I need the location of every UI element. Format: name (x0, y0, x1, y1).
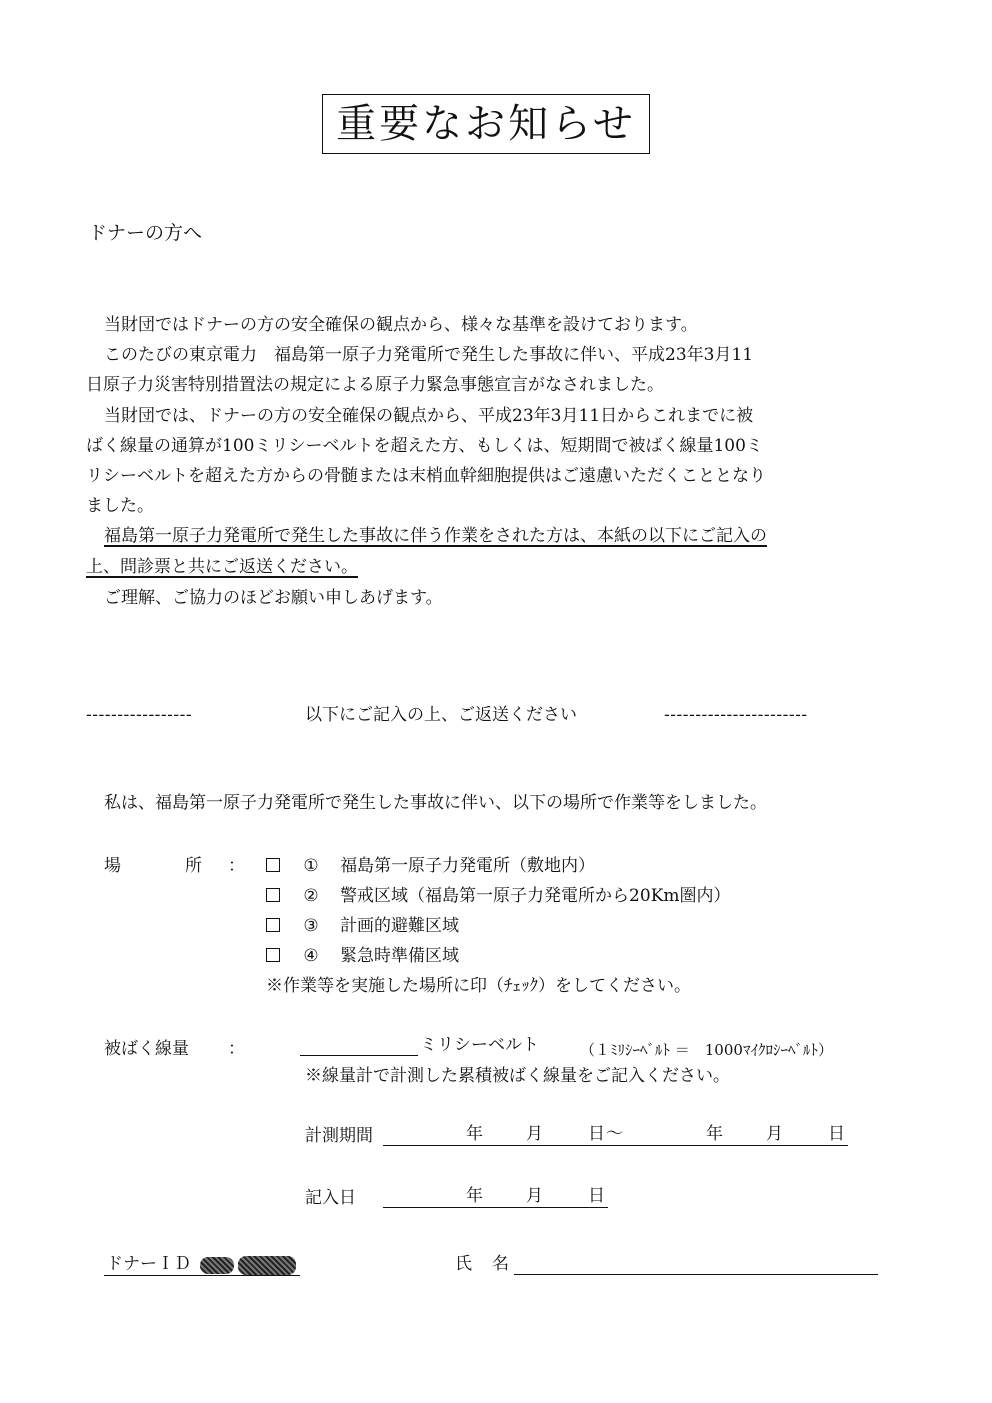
dose-unit: ミリシーベルト (420, 1035, 539, 1055)
checkbox-option-2[interactable] (266, 888, 280, 902)
name-input-line[interactable] (514, 1274, 878, 1275)
period-tilde: ～ (606, 1124, 623, 1144)
entry-date-input-line[interactable] (383, 1207, 608, 1208)
option-4-number: ④ (303, 946, 319, 966)
period-start-day: 日 (588, 1124, 605, 1144)
paragraph-2-line-2: 日原子力災害特別措置法の規定による原子力緊急事態宣言がなされました。 (86, 375, 664, 395)
dose-conversion: （１ﾐﾘｼｰﾍﾞﾙﾄ ＝ 1000ﾏｲｸﾛｼｰﾍﾞﾙﾄ） (580, 1041, 833, 1059)
paragraph-3-line-3: リシーベルトを超えた方からの骨髄または末梢血幹細胞提供はご遠慮いただくこととなり (86, 466, 766, 486)
name-label-2: 名 (492, 1254, 509, 1274)
paragraph-4-line-2: 上、問診票と共にご返送ください。 (86, 557, 358, 577)
option-2-label: 警戒区域（福島第一原子力発電所から20Km圏内） (340, 886, 731, 906)
location-option-3 (266, 918, 459, 935)
period-label: 計測期間 (305, 1126, 373, 1146)
period-end-month: 月 (766, 1124, 783, 1144)
location-option-1 (266, 858, 595, 875)
title-box (322, 94, 650, 154)
paragraph-3-line-4: ました。 (86, 496, 154, 516)
period-input-line[interactable] (383, 1145, 848, 1146)
period-end-day: 日 (828, 1124, 845, 1144)
location-label-2: 所 (185, 856, 202, 876)
divider-right: ----------------------- (664, 705, 808, 725)
checkbox-option-4[interactable] (266, 948, 280, 962)
period-start-year: 年 (466, 1124, 483, 1144)
option-1-label: 福島第一原子力発電所（敷地内） (340, 856, 596, 876)
location-label-1: 場 (104, 856, 121, 876)
entry-day: 日 (588, 1186, 605, 1206)
period-end-year: 年 (706, 1124, 723, 1144)
dose-colon: ： (228, 1039, 245, 1059)
paragraph-1: 当財団ではドナーの方の安全確保の観点から、様々な基準を設けております。 (104, 315, 698, 335)
divider-label: 以下にご記入の上、ご返送ください (305, 705, 577, 725)
option-2-number: ② (303, 886, 319, 906)
checkbox-option-1[interactable] (266, 858, 280, 872)
paragraph-4-line-1: 福島第一原子力発電所で発生した事故に伴う作業をされた方は、本紙の以下にご記入の (104, 526, 767, 546)
salutation: ドナーの方へ (88, 222, 203, 244)
donor-id-label: ドナーＩＤ (106, 1254, 191, 1274)
entry-date-label: 記入日 (305, 1188, 356, 1208)
checkbox-option-3[interactable] (266, 918, 280, 932)
paragraph-5: ご理解、ご協力のほどお願い申しあげます。 (104, 588, 443, 608)
option-1-number: ① (303, 856, 319, 876)
form-statement: 私は、福島第一原子力発電所で発生した事故に伴い、以下の場所で作業等をしました。 (104, 793, 767, 813)
period-start-month: 月 (526, 1124, 543, 1144)
paragraph-2-line-1: このたびの東京電力 福島第一原子力発電所で発生した事故に伴い、平成23年3月11 (104, 345, 754, 365)
donor-id-redaction-1 (200, 1257, 234, 1274)
dose-input-line[interactable] (300, 1055, 418, 1056)
paragraph-3-line-2: ばく線量の通算が100ミリシーベルトを超えた方、もしくは、短期間で被ばく線量100ミ (86, 436, 763, 456)
location-colon: ： (228, 856, 245, 876)
location-note: ※作業等を実施した場所に印（ﾁｪｯｸ）をしてください。 (266, 976, 691, 996)
entry-year: 年 (466, 1186, 483, 1206)
location-option-4 (266, 948, 459, 965)
entry-month: 月 (526, 1186, 543, 1206)
page-title: 重要なお知らせ (336, 101, 636, 147)
option-4-label: 緊急時準備区域 (340, 946, 460, 966)
location-option-2 (266, 888, 731, 905)
option-3-number: ③ (303, 916, 319, 936)
dose-note: ※線量計で計測した累積被ばく線量をご記入ください。 (305, 1066, 730, 1086)
name-label-1: 氏 (455, 1254, 472, 1274)
option-3-label: 計画的避難区域 (340, 916, 460, 936)
divider-left: ----------------- (86, 705, 193, 725)
donor-id-redaction-2 (238, 1256, 296, 1275)
donor-id-line (104, 1275, 300, 1276)
dose-label: 被ばく線量 (104, 1039, 189, 1059)
paragraph-3-line-1: 当財団では、ドナーの方の安全確保の観点から、平成23年3月11日からこれまでに被 (104, 406, 754, 426)
